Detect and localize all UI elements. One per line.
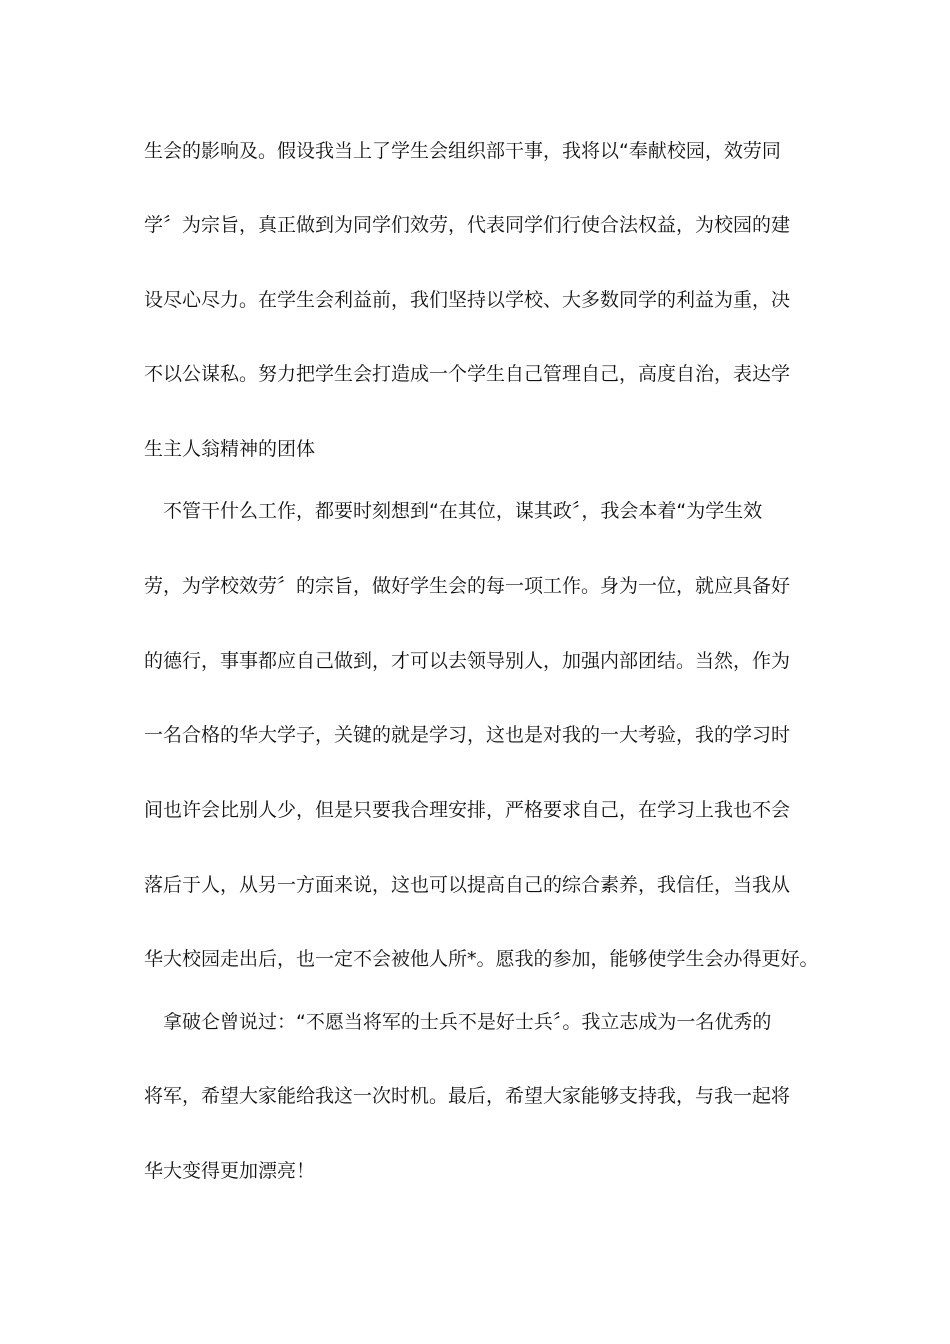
text-line-2: 学〞为宗旨，真正做到为同学们效劳，代表同学们行使合法权益，为校园的建 bbox=[144, 214, 791, 236]
text-line-11: 落后于人，从另一方面来说，这也可以提高自己的综合素养，我信任，当我从 bbox=[144, 874, 791, 896]
text-line-7: 劳，为学校效劳〞的宗旨，做好学生会的每一项工作。身为一位，就应具备好 bbox=[144, 575, 791, 597]
text-line-9: 一名合格的华大学子，关键的就是学习，这也是对我的一大考验，我的学习时 bbox=[144, 724, 791, 746]
text-line-4: 不以公谋私。努力把学生会打造成一个学生自己管理自己，高度自治，表达学 bbox=[144, 363, 791, 385]
text-line-3: 设尽心尽力。在学生会利益前，我们坚持以学校、大多数同学的利益为重，决 bbox=[144, 289, 791, 311]
text-line-14: 将军，希望大家能给我这一次时机。最后，希望大家能够支持我，与我一起将 bbox=[144, 1085, 791, 1107]
text-line-1: 生会的影响及。假设我当上了学生会组织部干事，我将以“奉献校园，效劳同 bbox=[144, 140, 781, 162]
text-line-8: 的德行，事事都应自己做到，才可以去领导别人，加强内部团结。当然，作为 bbox=[144, 650, 791, 672]
text-line-10: 间也许会比别人少，但是只要我合理安排，严格要求自己，在学习上我也不会 bbox=[144, 799, 791, 821]
text-line-5: 生主人翁精神的团体 bbox=[144, 438, 316, 460]
text-line-12: 华大校园走出后，也一定不会被他人所*。愿我的参加，能够使学生会办得更好。 bbox=[144, 948, 819, 970]
text-line-13: 拿破仑曾说过：“不愿当将军的士兵不是好士兵〞。我立志成为一名优秀的 bbox=[163, 1011, 772, 1033]
text-line-6: 不管干什么工作，都要时刻想到“在其位，谋其政〞，我会本着“为学生效 bbox=[163, 500, 763, 522]
text-line-15: 华大变得更加漂亮！ bbox=[144, 1160, 316, 1182]
